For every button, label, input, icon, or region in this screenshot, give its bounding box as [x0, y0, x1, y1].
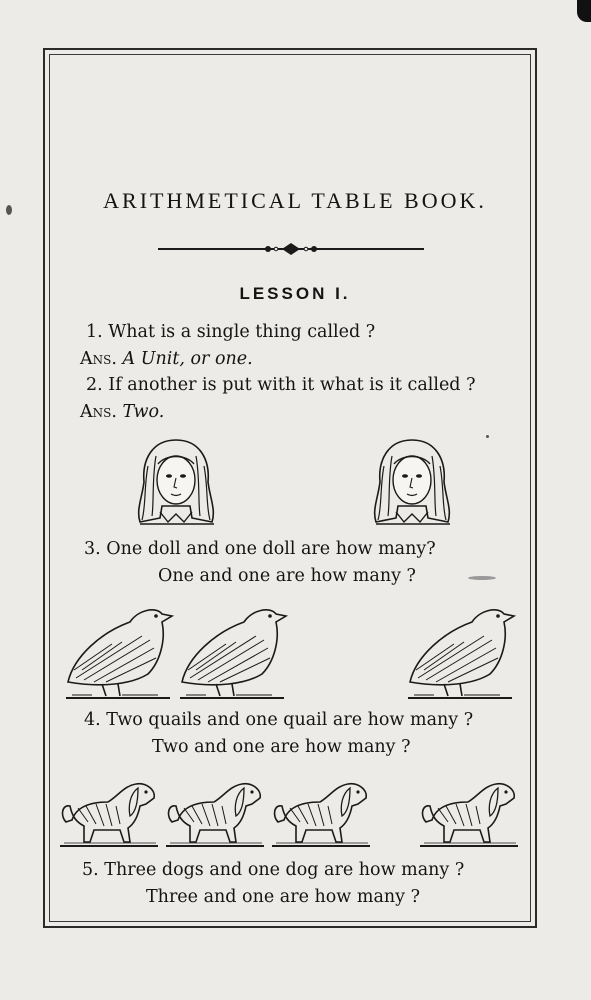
dog-icon [58, 776, 160, 852]
question-2 [86, 375, 475, 395]
question-text: Three dogs and one dog are how many ? [104, 860, 465, 880]
title-ornament-divider [158, 240, 424, 258]
page-corner-shadow [577, 0, 591, 22]
dog-icon [164, 776, 266, 852]
quail-icon [176, 600, 288, 702]
question-text: What is a single thing called ? [108, 322, 376, 342]
answer-text: A Unit, or one. [122, 349, 253, 369]
print-speck [468, 576, 496, 580]
question-number: 2. [86, 375, 103, 395]
question-3 [84, 539, 436, 559]
quail-icon [62, 600, 174, 702]
question-number: 3. [84, 539, 101, 559]
answer-label: Ans. [80, 349, 117, 369]
answer-label: Ans. [80, 402, 117, 422]
question-number: 1. [86, 322, 103, 342]
dog-icon [418, 776, 520, 852]
book-title: ARITHMETICAL TABLE BOOK. [103, 188, 487, 213]
question-text: Two quails and one quail are how many ? [106, 710, 474, 730]
doll-face-icon [132, 436, 220, 528]
question-number: 5. [82, 860, 99, 880]
answer-1 [80, 349, 253, 369]
doll-face-icon [368, 436, 456, 528]
question-1 [86, 322, 375, 342]
question-5 [82, 860, 464, 880]
question-number: 4. [84, 710, 101, 730]
answer-2 [80, 402, 164, 422]
question-text: One doll and one doll are how many? [106, 539, 436, 559]
question-4-sub: Two and one are how many ? [152, 737, 411, 757]
dog-icon [270, 776, 372, 852]
quail-icon [404, 600, 516, 702]
question-text: If another is put with it what is it called ? [108, 375, 476, 395]
question-4 [84, 710, 473, 730]
question-3-sub: One and one are how many ? [158, 566, 416, 586]
lesson-heading: LESSON I. [239, 284, 351, 303]
question-5-sub: Three and one are how many ? [146, 887, 420, 907]
answer-text: Two. [122, 402, 165, 422]
print-speck [6, 205, 12, 215]
print-speck [486, 435, 489, 438]
